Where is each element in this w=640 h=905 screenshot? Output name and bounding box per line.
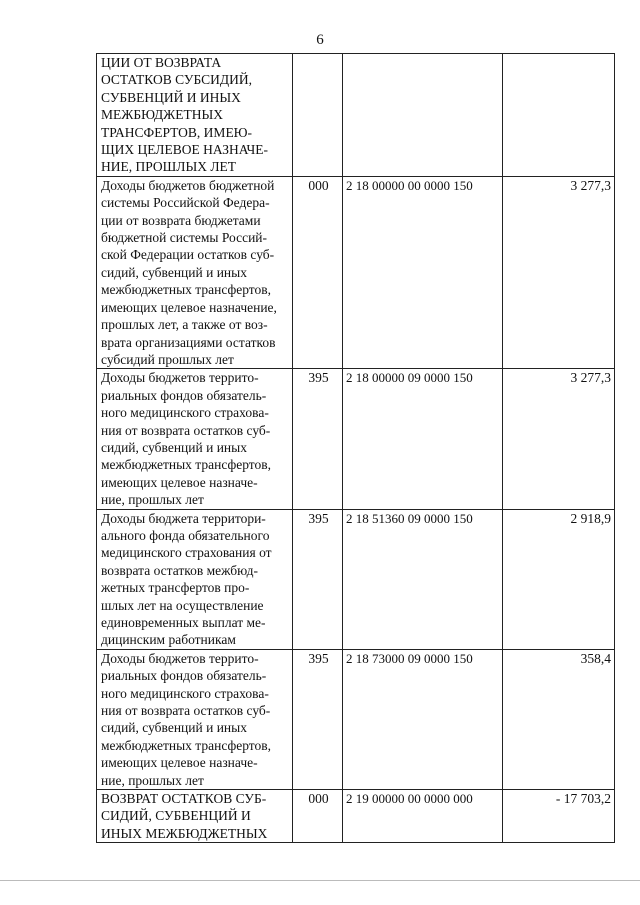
revenue-name-line: НИЕ, ПРОШЛЫХ ЛЕТ	[101, 159, 236, 175]
administrator-code-cell: 000	[293, 176, 343, 368]
revenue-name-line: медицинского страхования от	[101, 545, 272, 561]
revenue-name-line: сидий, субвенций и иных	[101, 264, 247, 280]
revenue-name-line: ЩИХ ЦЕЛЕВОЕ НАЗНАЧЕ-	[101, 142, 268, 158]
revenue-name-line: прошлых лет, а также от воз-	[101, 317, 268, 333]
table-row	[97, 369, 615, 509]
revenue-name-line: СУБВЕНЦИЙ И ИНЫХ	[101, 89, 241, 105]
budget-classification-code-cell: 2 18 73000 09 0000 150	[343, 649, 503, 789]
revenue-name-line: ального фонда обязательного	[101, 527, 270, 543]
footer-divider	[0, 880, 640, 881]
revenue-name-cell	[97, 509, 293, 649]
revenue-name-line: сидий, субвенций и иных	[101, 720, 247, 736]
revenue-name-line: возврата остатков межбюд-	[101, 562, 258, 578]
revenue-name-line: шлых лет на осуществление	[101, 597, 264, 613]
revenue-name-line: дицинским работникам	[101, 632, 236, 648]
amount-cell: 2 918,9	[503, 509, 615, 649]
revenue-name-line: сидий, субвенций и иных	[101, 439, 247, 455]
page-number: 6	[316, 32, 324, 48]
revenue-name-line: ние, прошлых лет	[101, 492, 204, 508]
revenue-name-line: ного медицинского страхова-	[101, 405, 269, 421]
revenue-name-line: субсидий прошлых лет	[101, 351, 234, 367]
revenue-name-line: ской Федерации остатков суб-	[101, 247, 275, 263]
revenue-name-line: СИДИЙ, СУБВЕНЦИЙ И	[101, 808, 251, 824]
revenue-name-line: Доходы бюджета территори-	[101, 510, 266, 526]
administrator-code-cell: 000	[293, 790, 343, 843]
administrator-code-cell: 395	[293, 509, 343, 649]
revenue-name-line: ного медицинского страхова-	[101, 685, 269, 701]
amount-cell	[503, 54, 615, 177]
amount-cell: 3 277,3	[503, 369, 615, 509]
table-row	[97, 54, 615, 177]
revenue-name-line: Доходы бюджетов террито-	[101, 370, 259, 386]
revenue-name-line: ТРАНСФЕРТОВ, ИМЕЮ-	[101, 124, 253, 140]
revenue-name-line: единовременных выплат ме-	[101, 615, 266, 630]
revenue-name-line: имеющих целевое назначение,	[101, 299, 277, 315]
budget-classification-code-cell: 2 18 00000 09 0000 150	[343, 369, 503, 509]
revenue-name-line: Доходы бюджетов террито-	[101, 650, 259, 666]
revenue-name-line: системы Российской Федера-	[101, 195, 270, 211]
revenue-name-cell	[97, 369, 293, 509]
revenue-name-line: ние, прошлых лет	[101, 772, 204, 788]
table-body	[97, 54, 615, 843]
revenue-name-line: жетных трансфертов про-	[101, 580, 250, 596]
revenue-name-line: риальных фондов обязатель-	[101, 387, 267, 403]
revenue-name-cell	[97, 176, 293, 368]
administrator-code-cell: 395	[293, 369, 343, 509]
revenue-name-line: имеющих целевое назначе-	[101, 474, 258, 490]
revenue-name-line: ЦИИ ОТ ВОЗВРАТА	[101, 55, 222, 70]
table-row	[97, 649, 615, 789]
table-row	[97, 509, 615, 649]
revenue-name-line: межбюджетных трансфертов,	[101, 457, 272, 473]
administrator-code-cell: 395	[293, 649, 343, 789]
budget-classification-code-cell: 2 18 51360 09 0000 150	[343, 509, 503, 649]
revenue-name-line: межбюджетных трансфертов,	[101, 737, 272, 753]
revenue-name-line: ОСТАТКОВ СУБСИДИЙ,	[101, 72, 252, 88]
revenue-name-line: ния от возврата остатков суб-	[101, 422, 271, 438]
budget-classification-code-cell: 2 19 00000 00 0000 000	[343, 790, 503, 843]
revenue-name-line: ИНЫХ МЕЖБЮДЖЕТНЫХ	[101, 825, 268, 841]
table-row	[97, 176, 615, 368]
revenue-name-cell	[97, 790, 293, 843]
table-row	[97, 790, 615, 843]
amount-cell: 358,4	[503, 649, 615, 789]
budget-classification-code-cell	[343, 54, 503, 177]
revenue-name-line: бюджетной системы Россий-	[101, 230, 268, 246]
administrator-code-cell	[293, 54, 343, 177]
revenue-name-line: ВОЗВРАТ ОСТАТКОВ СУБ-	[101, 791, 267, 807]
revenue-name-line: врата организациями остатков	[101, 334, 276, 350]
revenue-name-line: ния от возврата остатков суб-	[101, 703, 271, 719]
revenue-name-line: Доходы бюджетов бюджетной	[101, 177, 275, 193]
revenue-name-line: межбюджетных трансфертов,	[101, 282, 272, 298]
revenue-name-cell	[97, 54, 293, 177]
budget-revenue-table	[96, 53, 615, 843]
revenue-name-line: риальных фондов обязатель-	[101, 668, 267, 684]
amount-cell: 3 277,3	[503, 176, 615, 368]
budget-classification-code-cell: 2 18 00000 00 0000 150	[343, 176, 503, 368]
revenue-name-line: имеющих целевое назначе-	[101, 755, 258, 771]
revenue-name-cell	[97, 649, 293, 789]
revenue-name-line: МЕЖБЮДЖЕТНЫХ	[101, 107, 224, 123]
revenue-name-line: ции от возврата бюджетами	[101, 212, 261, 228]
amount-cell: - 17 703,2	[503, 790, 615, 843]
